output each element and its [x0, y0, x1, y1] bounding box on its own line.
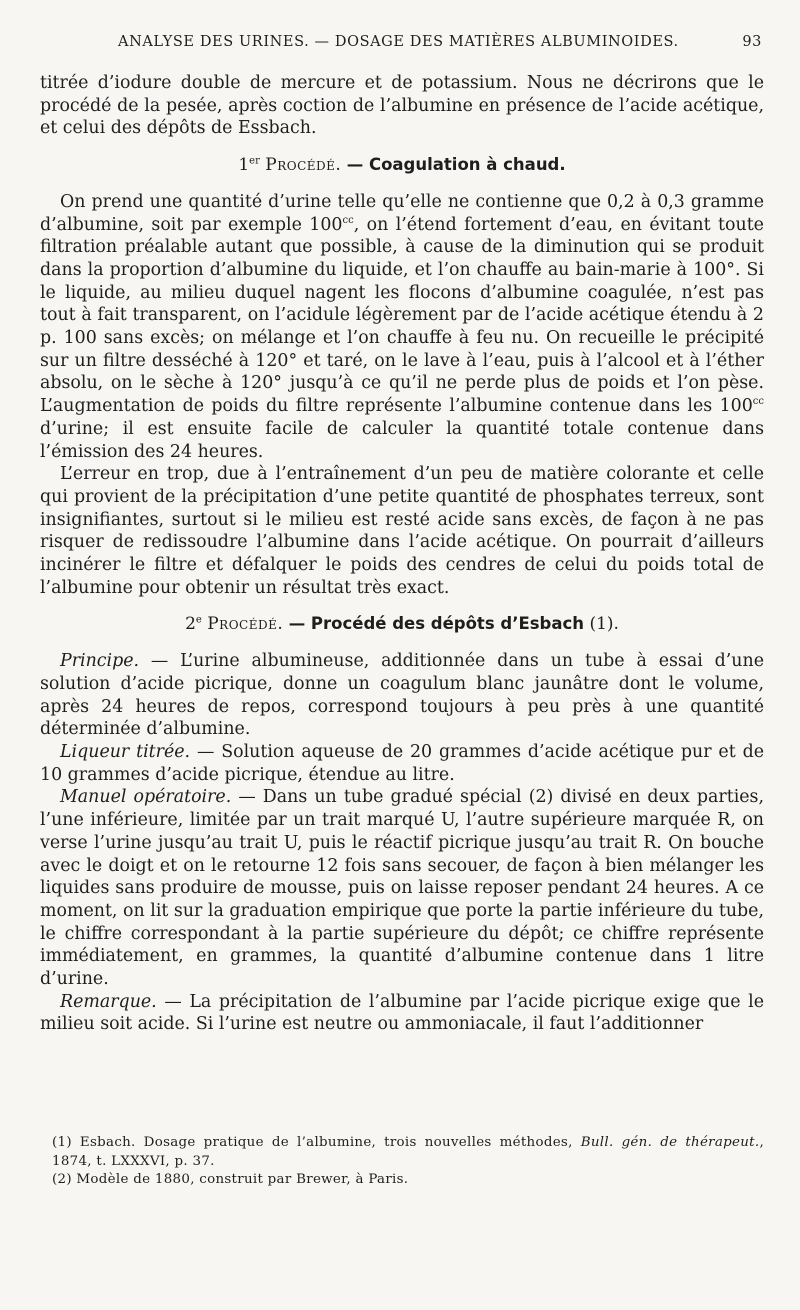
- paragraph-error-text: L’erreur en trop, due à l’entraînement d’un peu de matière colorante et celle qui provient de la précipitation d’une petite quantité de phosphates terreux, sont insignifiantes, surtout si le milieu est resté acide sans excès, de façon à ne pas risquer de redissoudre l’albumine dans l’acide acétique. On pourrait d’ailleurs incinérer le filtre et défalquer le poids des cendres de celui du poids total de l’albumine pour obtenir un résultat très exact.: [40, 464, 764, 598]
- footnote-1-part-c: , 1874, t. LXXXVI, p. 37.: [52, 1135, 764, 1169]
- remarque-text: — La précipitation de l’albumine par l’acide picrique exige que le milieu soit acide. Si l’urine est neutre ou ammoniacale, il faut l’additionner: [40, 991, 764, 1035]
- section-heading-2: [40, 613, 764, 636]
- unit-cc-1: cc: [342, 214, 354, 226]
- section-2-label: Procédé.: [207, 614, 284, 635]
- liqueur-text: — Solution aqueuse de 20 grammes d’acide acétique pur et de 10 grammes d’acide picrique, étendue au litre.: [40, 741, 764, 785]
- paragraph-manuel: [40, 786, 764, 990]
- manuel-label: Manuel opératoire.: [60, 787, 232, 808]
- paragraph-coagulation-part-b: , on l’étend fortement d’eau, en évitant toute filtration préalable autant que possible, à cause de la diminution qui se produit dans la proportion d’albumine du liquide, et l’on chauffe au bain-marie à 100°. Si le liquide, au milieu duquel nagent les flocons d’albumine coagulée, n’est pas tout à fait transparent, on l’acidule légèrement par de l’acide acétique étendu à 2 p. 100 sans excès; on mélange et l’on chauffe à feu nu. On recueille le précipité sur un filtre desséché à 120° et taré, on le lave à l’eau, puis à l’alcool et à l’éther absolu, on le sèche à 120° jusqu’à ce qu’il ne perde plus de poids et l’on pèse. L’augmentation de poids du filtre représente l’albumine contenue dans les 100: [40, 214, 764, 417]
- section-1-ordinal: er: [249, 155, 260, 167]
- section-2-footnote-ref: (1).: [589, 614, 619, 635]
- paragraph-coagulation-part-c: d’urine; il est ensuite facile de calculer la quantité totale contenue dans l’émission des 24 heures.: [40, 418, 764, 462]
- section-1-label: Procédé.: [265, 155, 342, 176]
- section-2-number: 2: [185, 614, 196, 635]
- footnote-1-part-a: (1) Esbach. Dosage pratique de l’albumine, trois nouvelles méthodes,: [52, 1135, 581, 1150]
- paragraph-liqueur: [40, 741, 764, 786]
- footnotes: [52, 1134, 764, 1190]
- page-number: 93: [742, 34, 762, 50]
- section-1-number: 1: [238, 155, 250, 176]
- page-body: [40, 72, 764, 1036]
- manuel-text: — Dans un tube gradué spécial (2) divisé en deux parties, l’une inférieure, limitée par un trait marqué U, l’autre supérieure marquée R, on verse l’urine jusqu’au trait U, puis le réactif picrique jusqu’au trait R. On bouche avec le doigt et on le retourne 12 fois sans secouer, de façon à bien mélanger les liquides sans produire de mousse, puis on laisse reposer pendant 24 heures. A ce moment, on lit sur la graduation empirique que porte la partie inférieure du tube, le chiffre correspondant à la partie supérieure du dépôt; ce chiffre représente immédiatement, en grammes, la quantité d’albumine contenue dans 1 litre d’urine.: [40, 787, 764, 990]
- footnote-1-journal: Bull. gén. de thérapeut.: [580, 1135, 760, 1150]
- paragraph-intro-text: titrée d’iodure double de mercure et de potassium. Nous ne décrirons que le procédé de la pesée, après coction de l’albumine en présence de l’acide acétique, et celui des dépôts de Essbach.: [40, 73, 764, 139]
- running-head: [118, 34, 762, 50]
- footnote-2: [52, 1171, 764, 1190]
- section-2-ordinal: e: [195, 614, 202, 626]
- footnote-1: [52, 1134, 764, 1171]
- paragraph-principe: [40, 650, 764, 741]
- unit-cc-2: cc: [752, 396, 764, 408]
- paragraph-error: [40, 463, 764, 599]
- running-head-title: ANALYSE DES URINES. — DOSAGE DES MATIÈRES ALBUMINOIDES.: [118, 34, 679, 50]
- footnote-2-text: (2) Modèle de 1880, construit par Brewer, à Paris.: [52, 1172, 409, 1187]
- paragraph-remarque: [40, 991, 764, 1036]
- principe-text: — L’urine albumineuse, additionnée dans un tube à essai d’une solution d’acide picrique, donne un coagulum blanc jaunâtre dont le volume, après 24 heures de repos, correspond toujours à peu près à une quantité déterminée d’albumine.: [40, 651, 764, 740]
- paragraph-intro: [40, 72, 764, 140]
- section-1-title: — Coagulation à chaud.: [346, 155, 566, 175]
- section-heading-1: [40, 154, 764, 177]
- remarque-label: Remarque.: [60, 991, 157, 1012]
- paragraph-coagulation-part-a: On prend une quantité d’urine telle qu’elle ne contienne que 0,2 à 0,3 gramme d’albumine, soit par exemple 100: [40, 191, 764, 235]
- liqueur-label: Liqueur titrée.: [60, 741, 191, 762]
- section-2-title: — Procédé des dépôts d’Esbach: [288, 614, 585, 634]
- principe-label: Principe.: [60, 651, 140, 672]
- paragraph-coagulation: [40, 191, 764, 463]
